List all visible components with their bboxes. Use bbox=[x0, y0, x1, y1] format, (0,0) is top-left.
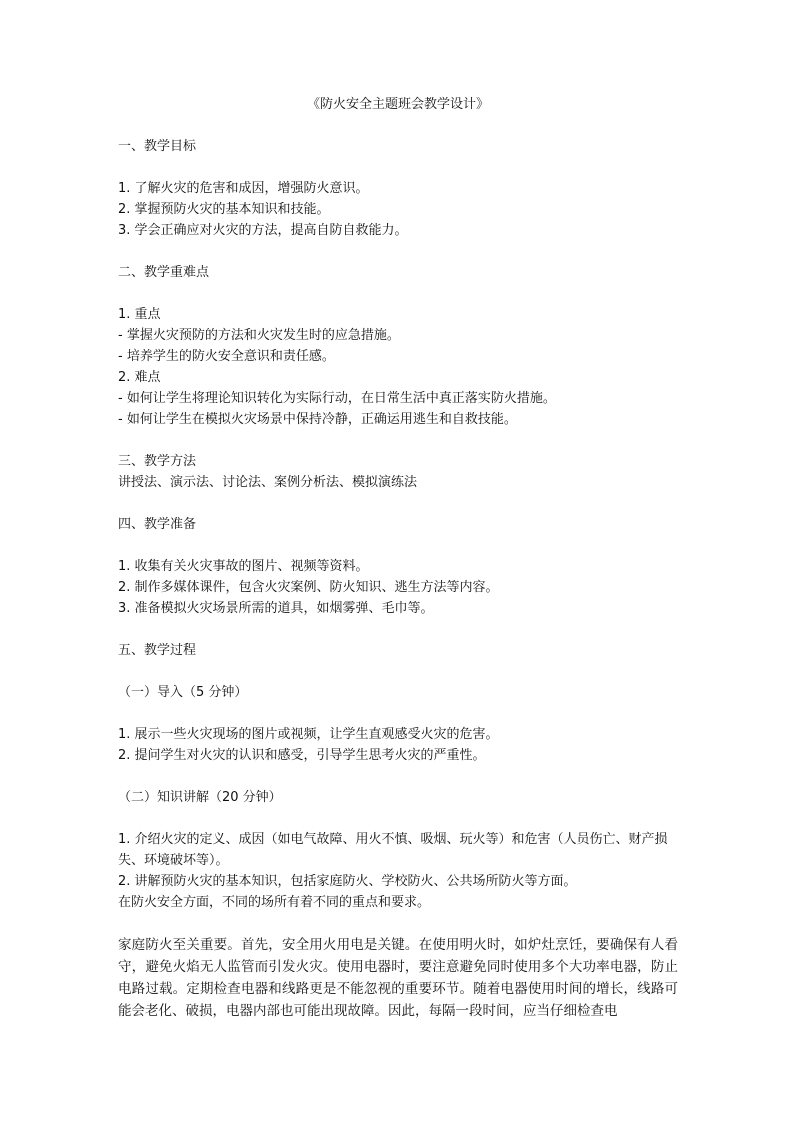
spacer bbox=[118, 661, 678, 682]
list-item: 1. 展示一些火灾现场的图片或视频，让学生直观感受火灾的危害。 bbox=[118, 727, 499, 742]
spacer bbox=[118, 619, 678, 640]
spacer bbox=[118, 535, 678, 556]
spacer bbox=[118, 157, 678, 178]
list-item: - 掌握火灾预防的方法和火灾发生时的应急措施。 bbox=[118, 328, 400, 343]
section-heading-methods: 三、教学方法 bbox=[118, 454, 197, 469]
section-heading-process: 五、教学过程 bbox=[118, 643, 197, 658]
list-item: 2. 制作多媒体课件，包含火灾案例、防火知识、逃生方法等内容。 bbox=[118, 580, 499, 595]
list-item: 3. 学会正确应对火灾的方法，提高自防自救能力。 bbox=[118, 223, 408, 238]
section-heading-objectives: 一、教学目标 bbox=[118, 139, 197, 154]
list-item: 1. 收集有关火灾事故的图片、视频等资料。 bbox=[118, 559, 369, 574]
spacer bbox=[118, 808, 678, 829]
list-item: - 培养学生的防火安全意识和责任感。 bbox=[118, 349, 335, 364]
list-item: 2. 提问学生对火灾的认识和感受，引导学生思考火灾的严重性。 bbox=[118, 748, 486, 763]
list-item: 3. 准备模拟火灾场景所需的道具，如烟雾弹、毛巾等。 bbox=[118, 601, 434, 616]
subsection-heading-intro: （一）导入（5 分钟） bbox=[118, 685, 248, 700]
document-title: 《防火安全主题班会教学设计》 bbox=[306, 97, 489, 112]
spacer bbox=[118, 703, 678, 724]
list-item: 2. 掌握预防火灾的基本知识和技能。 bbox=[118, 202, 330, 217]
methods-text: 讲授法、演示法、讨论法、案例分析法、模拟演练法 bbox=[118, 475, 418, 490]
list-item: 1. 介绍火灾的定义、成因（如电气故障、用火不慎、吸烟、玩火等）和危害（人员伤亡、财产损失、环境破坏等）。 bbox=[118, 832, 668, 868]
subsection-heading-knowledge: （二）知识讲解（20 分钟） bbox=[118, 790, 282, 805]
body-paragraph: 家庭防火至关重要。首先，安全用火用电是关键。在使用明火时，如炉灶烹饪，要确保有人看守，避免火焰无人监管而引发火灾。使用电器时，要注意避免同时使用多个大功率电器，防止电路过载。定期检查电器和线路更是不能忽视的重要环节。随着电器使用时间的增长，线路可能会老化、破损，电器内部也可能出现故障。因此，每隔一段时间，应当仔细检查电 bbox=[118, 937, 678, 1019]
subheading-key: 1. 重点 bbox=[118, 307, 161, 322]
section-heading-key-points: 二、教学重难点 bbox=[118, 265, 210, 280]
body-text: 在防火安全方面，不同的场所有着不同的重点和要求。 bbox=[118, 895, 431, 910]
spacer bbox=[118, 430, 678, 451]
subheading-difficulty: 2. 难点 bbox=[118, 370, 161, 385]
list-item: - 如何让学生在模拟火灾场景中保持冷静，正确运用逃生和自救技能。 bbox=[118, 412, 517, 427]
spacer bbox=[118, 766, 678, 787]
list-item: 1. 了解火灾的危害和成因，增强防火意识。 bbox=[118, 181, 369, 196]
spacer bbox=[118, 493, 678, 514]
spacer bbox=[118, 241, 678, 262]
document-page bbox=[118, 94, 678, 1022]
spacer bbox=[118, 913, 678, 934]
spacer bbox=[118, 283, 678, 304]
list-item: 2. 讲解预防火灾的基本知识，包括家庭防火、学校防火、公共场所防火等方面。 bbox=[118, 874, 577, 889]
list-item: - 如何让学生将理论知识转化为实际行动，在日常生活中真正落实防火措施。 bbox=[118, 391, 556, 406]
section-heading-preparation: 四、教学准备 bbox=[118, 517, 197, 532]
